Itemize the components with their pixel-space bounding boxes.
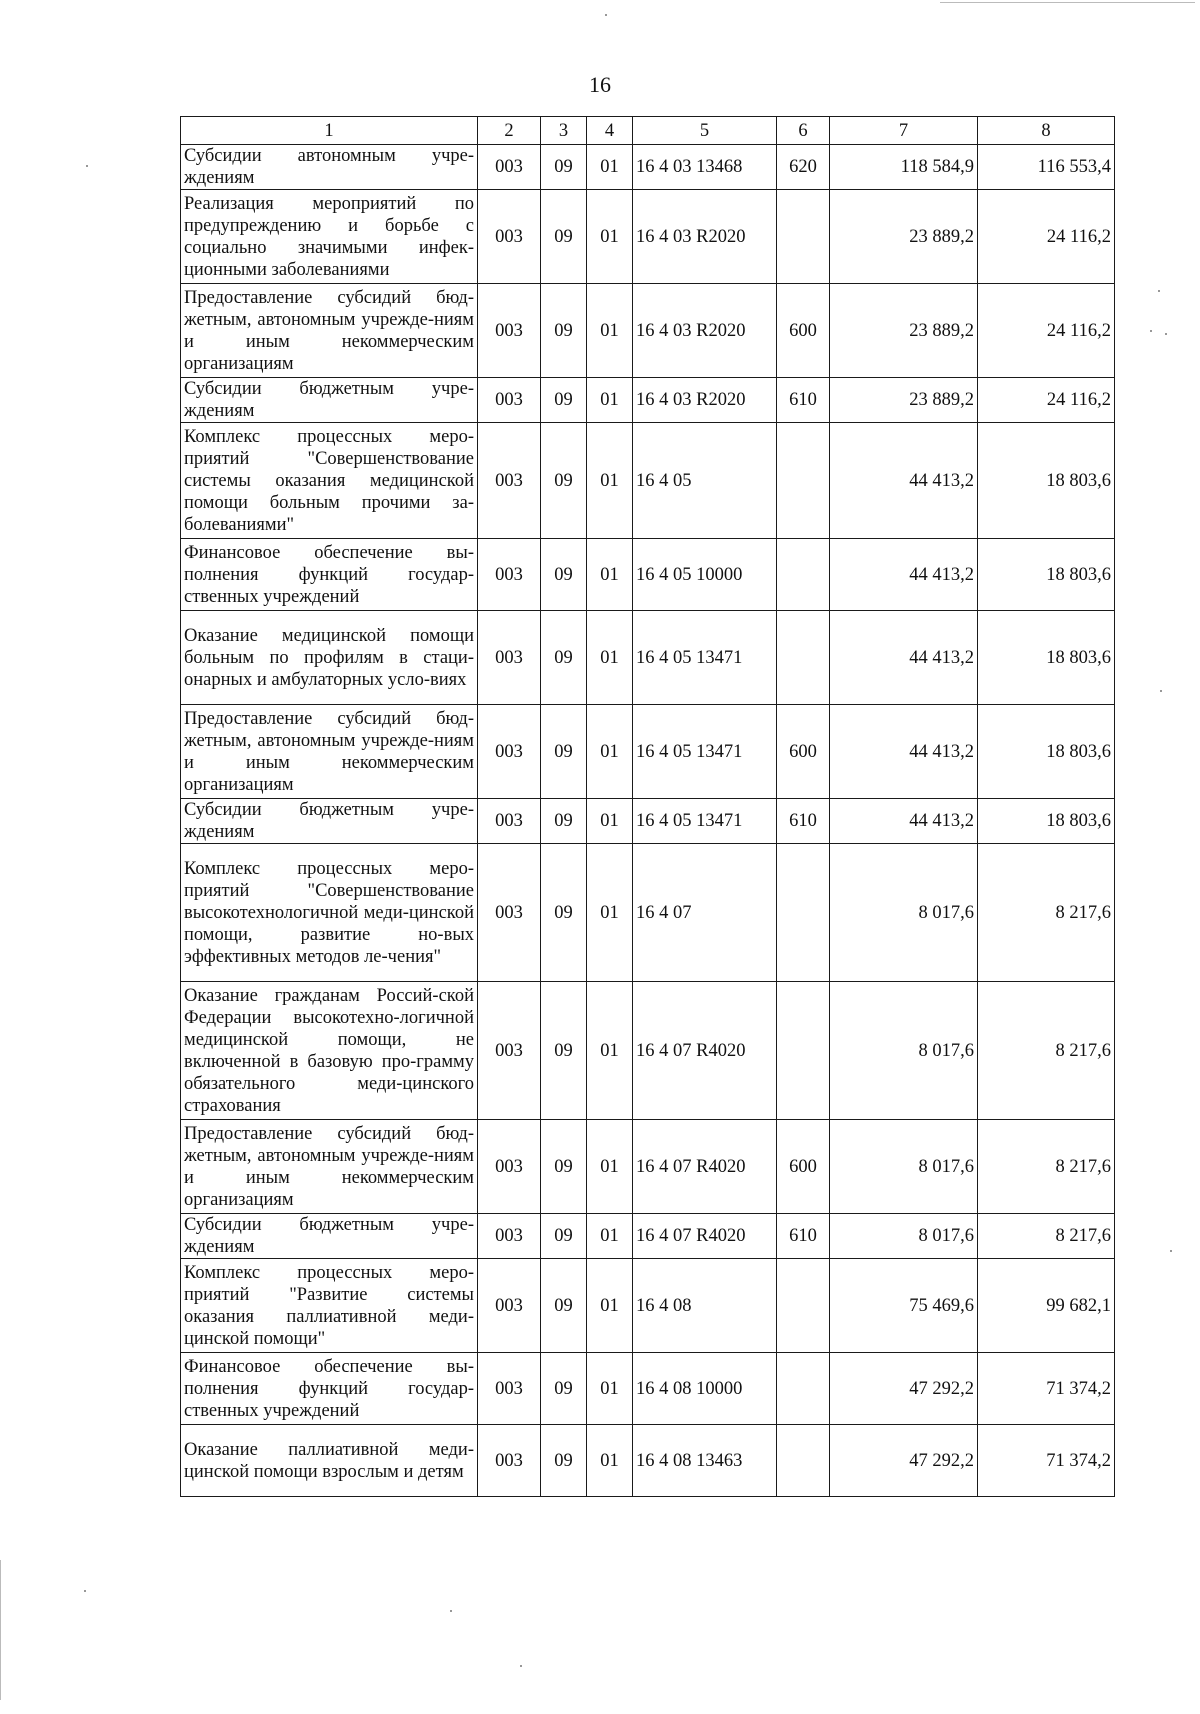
column-header: 8 — [978, 117, 1115, 145]
scan-speck — [84, 1590, 86, 1592]
subsection-code: 01 — [587, 844, 633, 982]
ministry-code: 003 — [478, 190, 541, 284]
subsection-code: 01 — [587, 145, 633, 190]
scan-speck — [1150, 330, 1152, 332]
target-article-code: 16 4 08 — [633, 1259, 777, 1353]
amount-column-7: 118 584,9 — [830, 145, 978, 190]
table-row — [181, 145, 1115, 190]
amount-column-8: 24 116,2 — [978, 284, 1115, 378]
amount-column-7: 47 292,2 — [830, 1425, 978, 1497]
ministry-code: 003 — [478, 844, 541, 982]
expense-type-code: 610 — [777, 799, 830, 844]
subsection-code: 01 — [587, 1259, 633, 1353]
subsection-code: 01 — [587, 1425, 633, 1497]
expense-type-code: 620 — [777, 145, 830, 190]
scan-speck — [450, 1610, 452, 1612]
ministry-code: 003 — [478, 1259, 541, 1353]
table-row — [181, 284, 1115, 378]
budget-item-name: Субсидии бюджетным учре-ждениям — [181, 378, 478, 423]
section-code: 09 — [541, 799, 587, 844]
column-header: 6 — [777, 117, 830, 145]
amount-column-8: 18 803,6 — [978, 611, 1115, 705]
table-row — [181, 378, 1115, 423]
subsection-code: 01 — [587, 378, 633, 423]
section-code: 09 — [541, 611, 587, 705]
scan-edge-line — [0, 1560, 1, 1700]
ministry-code: 003 — [478, 539, 541, 611]
budget-item-name: Оказание медицинской помощи больным по профилям в стаци-онарных и амбулаторных усло-виях — [181, 611, 478, 705]
amount-column-7: 44 413,2 — [830, 799, 978, 844]
table-row — [181, 705, 1115, 799]
table-row — [181, 1353, 1115, 1425]
amount-column-7: 8 017,6 — [830, 982, 978, 1120]
section-code: 09 — [541, 705, 587, 799]
expense-type-code — [777, 611, 830, 705]
ministry-code: 003 — [478, 982, 541, 1120]
amount-column-8: 99 682,1 — [978, 1259, 1115, 1353]
table-row — [181, 1214, 1115, 1259]
section-code: 09 — [541, 1425, 587, 1497]
expense-type-code — [777, 539, 830, 611]
amount-column-7: 23 889,2 — [830, 378, 978, 423]
amount-column-7: 23 889,2 — [830, 284, 978, 378]
column-header: 1 — [181, 117, 478, 145]
expense-type-code: 610 — [777, 378, 830, 423]
target-article-code: 16 4 07 — [633, 844, 777, 982]
amount-column-8: 18 803,6 — [978, 799, 1115, 844]
ministry-code: 003 — [478, 423, 541, 539]
scan-speck — [86, 165, 88, 167]
table-row — [181, 1120, 1115, 1214]
section-code: 09 — [541, 982, 587, 1120]
budget-item-name: Субсидии автономным учре-ждениям — [181, 145, 478, 190]
table-row — [181, 1259, 1115, 1353]
ministry-code: 003 — [478, 611, 541, 705]
section-code: 09 — [541, 539, 587, 611]
amount-column-8: 8 217,6 — [978, 982, 1115, 1120]
amount-column-7: 44 413,2 — [830, 423, 978, 539]
ministry-code: 003 — [478, 1425, 541, 1497]
target-article-code: 16 4 03 R2020 — [633, 190, 777, 284]
section-code: 09 — [541, 423, 587, 539]
expense-type-code — [777, 1259, 830, 1353]
budget-item-name: Субсидии бюджетным учре-ждениям — [181, 799, 478, 844]
budget-item-name: Оказание гражданам Россий-ской Федерации высокотехно-логичной медицинской помощи, не включенной в базовую про-грамму обязательного меди-цинского страхования — [181, 982, 478, 1120]
scan-edge-line — [940, 2, 1195, 3]
budget-item-name: Комплекс процессных меро-приятий "Совершенствование высокотехнологичной меди-цинской помощи, развитие но-вых эффективных методов ле-чения" — [181, 844, 478, 982]
expense-type-code: 610 — [777, 1214, 830, 1259]
section-code: 09 — [541, 378, 587, 423]
budget-item-name: Предоставление субсидий бюд-жетным, автономным учрежде-ниям и иным некоммерческим организациям — [181, 705, 478, 799]
table-row — [181, 982, 1115, 1120]
amount-column-8: 8 217,6 — [978, 844, 1115, 982]
ministry-code: 003 — [478, 145, 541, 190]
amount-column-7: 44 413,2 — [830, 539, 978, 611]
table-row — [181, 611, 1115, 705]
amount-column-7: 44 413,2 — [830, 705, 978, 799]
page-number: 16 — [589, 72, 611, 97]
section-code: 09 — [541, 1353, 587, 1425]
target-article-code: 16 4 05 13471 — [633, 611, 777, 705]
amount-column-8: 8 217,6 — [978, 1120, 1115, 1214]
target-article-code: 16 4 05 13471 — [633, 799, 777, 844]
target-article-code: 16 4 07 R4020 — [633, 1214, 777, 1259]
section-code: 09 — [541, 844, 587, 982]
budget-item-name: Оказание паллиативной меди-цинской помощи взрослым и детям — [181, 1425, 478, 1497]
amount-column-8: 71 374,2 — [978, 1425, 1115, 1497]
subsection-code: 01 — [587, 982, 633, 1120]
amount-column-8: 24 116,2 — [978, 190, 1115, 284]
budget-table — [180, 116, 1115, 1497]
amount-column-7: 8 017,6 — [830, 1214, 978, 1259]
expense-type-code — [777, 190, 830, 284]
amount-column-8: 71 374,2 — [978, 1353, 1115, 1425]
table-row — [181, 844, 1115, 982]
amount-column-8: 18 803,6 — [978, 705, 1115, 799]
ministry-code: 003 — [478, 799, 541, 844]
target-article-code: 16 4 08 10000 — [633, 1353, 777, 1425]
ministry-code: 003 — [478, 1353, 541, 1425]
table-row — [181, 799, 1115, 844]
amount-column-8: 8 217,6 — [978, 1214, 1115, 1259]
amount-column-7: 8 017,6 — [830, 1120, 978, 1214]
subsection-code: 01 — [587, 423, 633, 539]
budget-item-name: Реализация мероприятий по предупреждению и борьбе с социально значимыми инфек-ционными заболеваниями — [181, 190, 478, 284]
ministry-code: 003 — [478, 705, 541, 799]
subsection-code: 01 — [587, 1353, 633, 1425]
table-row — [181, 423, 1115, 539]
budget-item-name: Предоставление субсидий бюд-жетным, автономным учрежде-ниям и иным некоммерческим организациям — [181, 1120, 478, 1214]
table-row — [181, 1425, 1115, 1497]
ministry-code: 003 — [478, 1214, 541, 1259]
column-header: 3 — [541, 117, 587, 145]
scan-speck — [520, 1665, 522, 1667]
column-number-row — [181, 117, 1115, 145]
amount-column-7: 47 292,2 — [830, 1353, 978, 1425]
ministry-code: 003 — [478, 378, 541, 423]
subsection-code: 01 — [587, 1120, 633, 1214]
subsection-code: 01 — [587, 799, 633, 844]
subsection-code: 01 — [587, 190, 633, 284]
amount-column-7: 8 017,6 — [830, 844, 978, 982]
subsection-code: 01 — [587, 705, 633, 799]
section-code: 09 — [541, 1259, 587, 1353]
scan-speck — [1170, 1250, 1172, 1252]
subsection-code: 01 — [587, 539, 633, 611]
table-row — [181, 190, 1115, 284]
section-code: 09 — [541, 1214, 587, 1259]
scan-speck — [1160, 690, 1162, 692]
budget-item-name: Предоставление субсидий бюд-жетным, автономным учрежде-ниям и иным некоммерческим организациям — [181, 284, 478, 378]
target-article-code: 16 4 05 10000 — [633, 539, 777, 611]
expense-type-code — [777, 982, 830, 1120]
expense-type-code — [777, 844, 830, 982]
expense-type-code — [777, 1425, 830, 1497]
amount-column-8: 24 116,2 — [978, 378, 1115, 423]
section-code: 09 — [541, 1120, 587, 1214]
target-article-code: 16 4 07 R4020 — [633, 982, 777, 1120]
column-header: 5 — [633, 117, 777, 145]
target-article-code: 16 4 07 R4020 — [633, 1120, 777, 1214]
section-code: 09 — [541, 145, 587, 190]
amount-column-8: 18 803,6 — [978, 539, 1115, 611]
column-header: 7 — [830, 117, 978, 145]
budget-item-name: Субсидии бюджетным учре-ждениям — [181, 1214, 478, 1259]
amount-column-7: 23 889,2 — [830, 190, 978, 284]
expense-type-code: 600 — [777, 1120, 830, 1214]
amount-column-8: 18 803,6 — [978, 423, 1115, 539]
scan-speck — [605, 14, 607, 16]
expense-type-code — [777, 1353, 830, 1425]
ministry-code: 003 — [478, 284, 541, 378]
column-header: 4 — [587, 117, 633, 145]
ministry-code: 003 — [478, 1120, 541, 1214]
subsection-code: 01 — [587, 284, 633, 378]
subsection-code: 01 — [587, 1214, 633, 1259]
target-article-code: 16 4 05 — [633, 423, 777, 539]
budget-item-name: Финансовое обеспечение вы-полнения функций государ-ственных учреждений — [181, 539, 478, 611]
expense-type-code: 600 — [777, 705, 830, 799]
target-article-code: 16 4 05 13471 — [633, 705, 777, 799]
budget-item-name: Финансовое обеспечение вы-полнения функций государ-ственных учреждений — [181, 1353, 478, 1425]
target-article-code: 16 4 08 13463 — [633, 1425, 777, 1497]
section-code: 09 — [541, 284, 587, 378]
target-article-code: 16 4 03 R2020 — [633, 378, 777, 423]
expense-type-code: 600 — [777, 284, 830, 378]
target-article-code: 16 4 03 R2020 — [633, 284, 777, 378]
budget-item-name: Комплекс процессных меро-приятий "Совершенствование системы оказания медицинской помощи больным прочими за-болеваниями" — [181, 423, 478, 539]
expense-type-code — [777, 423, 830, 539]
amount-column-7: 44 413,2 — [830, 611, 978, 705]
scan-speck — [1158, 290, 1160, 292]
subsection-code: 01 — [587, 611, 633, 705]
amount-column-8: 116 553,4 — [978, 145, 1115, 190]
column-header: 2 — [478, 117, 541, 145]
budget-item-name: Комплекс процессных меро-приятий "Развитие системы оказания паллиативной меди-цинской помощи" — [181, 1259, 478, 1353]
section-code: 09 — [541, 190, 587, 284]
table-row — [181, 539, 1115, 611]
amount-column-7: 75 469,6 — [830, 1259, 978, 1353]
scan-speck — [1165, 333, 1167, 335]
target-article-code: 16 4 03 13468 — [633, 145, 777, 190]
